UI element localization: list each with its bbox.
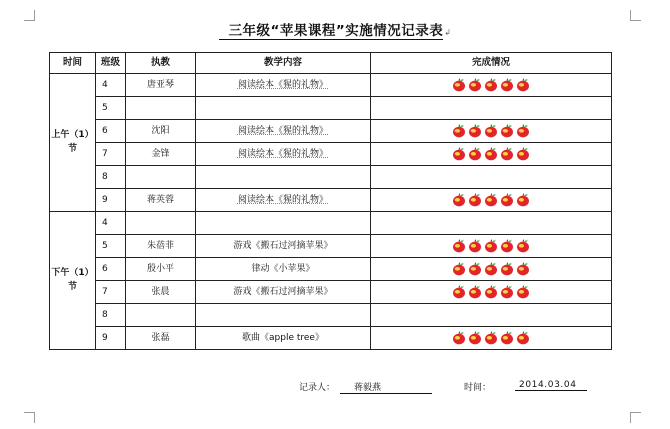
teacher-cell [126,304,196,327]
class-cell: 9 [96,189,126,212]
apple-icon [468,78,482,92]
apple-icon [500,78,514,92]
content-cell [196,212,371,235]
content-cell [196,97,371,120]
apple-icon [468,262,482,276]
apple-rating [452,124,530,138]
apple-icon [452,147,466,161]
teacher-cell: 殷小平 [126,258,196,281]
table-row [50,166,612,189]
table-row [50,189,612,212]
table-row [50,304,612,327]
apple-icon [516,78,530,92]
rating-cell [371,327,612,350]
table-row [50,120,612,143]
apple-rating [452,285,530,299]
content-cell [196,258,371,281]
apple-rating [452,193,530,207]
content-text: 阅读绘本《猩的礼物》 [237,148,328,159]
apple-icon [516,285,530,299]
table-body [50,74,612,350]
apple-icon [500,193,514,207]
content-cell [196,235,371,258]
rating-cell [371,166,612,189]
apple-icon [468,193,482,207]
teacher-cell [126,212,196,235]
content-cell [196,143,371,166]
class-cell: 4 [96,74,126,97]
apple-rating [452,78,530,92]
crop-mark-bottom-left [24,412,35,423]
table-header-row [50,53,612,74]
rating-cell [371,74,612,97]
class-cell: 8 [96,166,126,189]
class-cell: 8 [96,304,126,327]
apple-icon [484,124,498,138]
class-cell: 7 [96,143,126,166]
teacher-cell: 沈阳 [126,120,196,143]
header-content: 教学内容 [196,53,371,74]
apple-icon [500,285,514,299]
table-row [50,235,612,258]
table-row [50,97,612,120]
header-status: 完成情况 [371,53,612,74]
date-value: 2014.03.04 [515,380,587,391]
header-time: 时间 [50,53,96,74]
apple-icon [452,124,466,138]
header-teacher: 执教 [126,53,196,74]
page-title-text: 三年级“苹果课程”实施情况记录表 [219,23,444,40]
table-row [50,327,612,350]
content-cell [196,189,371,212]
class-cell: 9 [96,327,126,350]
record-table [49,52,612,350]
date-field [515,380,587,391]
apple-icon [468,147,482,161]
date-label: 时间： [464,383,492,393]
table-row [50,74,612,97]
class-cell: 6 [96,258,126,281]
content-text: 律动《小苹果》 [251,263,315,274]
rating-cell [371,304,612,327]
content-cell [196,281,371,304]
apple-icon [468,331,482,345]
teacher-cell: 唐亚琴 [126,74,196,97]
content-cell [196,304,371,327]
content-text: 游戏《搬石过河摘苹果》 [233,240,333,251]
class-cell: 7 [96,281,126,304]
period-label: 上午（1）节 [50,74,96,212]
content-cell [196,166,371,189]
apple-icon [452,285,466,299]
apple-icon [500,147,514,161]
apple-icon [516,331,530,345]
teacher-cell: 朱蓓菲 [126,235,196,258]
table-row [50,281,612,304]
apple-icon [516,239,530,253]
rating-cell [371,143,612,166]
header-class: 班级 [96,53,126,74]
teacher-cell: 张磊 [126,327,196,350]
crop-mark-bottom-right [630,412,641,423]
rating-cell [371,189,612,212]
apple-icon [484,78,498,92]
content-cell [196,74,371,97]
apple-icon [452,239,466,253]
apple-icon [500,239,514,253]
rating-cell [371,235,612,258]
teacher-cell: 金锋 [126,143,196,166]
apple-icon [516,193,530,207]
table-row [50,258,612,281]
content-cell [196,327,371,350]
apple-icon [516,124,530,138]
apple-icon [452,78,466,92]
apple-icon [468,124,482,138]
apple-icon [516,147,530,161]
teacher-cell: 张晨 [126,281,196,304]
apple-icon [468,239,482,253]
apple-icon [500,124,514,138]
page-title [0,19,670,39]
apple-icon [516,262,530,276]
paragraph-mark: ↲ [444,28,452,37]
apple-rating [452,147,530,161]
apple-icon [484,331,498,345]
content-text: 阅读绘本《猩的礼物》 [237,79,328,90]
apple-icon [500,262,514,276]
teacher-cell [126,166,196,189]
content-text: 阅读绘本《猩的礼物》 [237,194,328,205]
rating-cell [371,258,612,281]
content-cell [196,120,371,143]
apple-icon [484,239,498,253]
apple-icon [452,331,466,345]
apple-icon [452,193,466,207]
class-cell: 5 [96,235,126,258]
recorder-value: 蒋毅燕 [340,380,432,394]
apple-icon [500,331,514,345]
teacher-cell: 蒋英蓉 [126,189,196,212]
apple-icon [468,285,482,299]
table-row [50,143,612,166]
recorder-field [340,380,432,394]
table-row [50,212,612,235]
period-label: 下午（1）节 [50,212,96,350]
content-text: 阅读绘本《猩的礼物》 [237,125,328,136]
rating-cell [371,212,612,235]
apple-icon [484,262,498,276]
apple-icon [484,193,498,207]
class-cell: 5 [96,97,126,120]
teacher-cell [126,97,196,120]
class-cell: 4 [96,212,126,235]
class-cell: 6 [96,120,126,143]
apple-icon [452,262,466,276]
rating-cell [371,97,612,120]
recorder-label: 记录人： [299,383,336,393]
apple-icon [484,285,498,299]
apple-rating [452,262,530,276]
rating-cell [371,120,612,143]
content-text: 歌曲《apple tree》 [242,332,324,343]
content-text: 游戏《搬石过河摘苹果》 [233,286,333,297]
apple-rating [452,239,530,253]
rating-cell [371,281,612,304]
apple-rating [452,331,530,345]
apple-icon [484,147,498,161]
